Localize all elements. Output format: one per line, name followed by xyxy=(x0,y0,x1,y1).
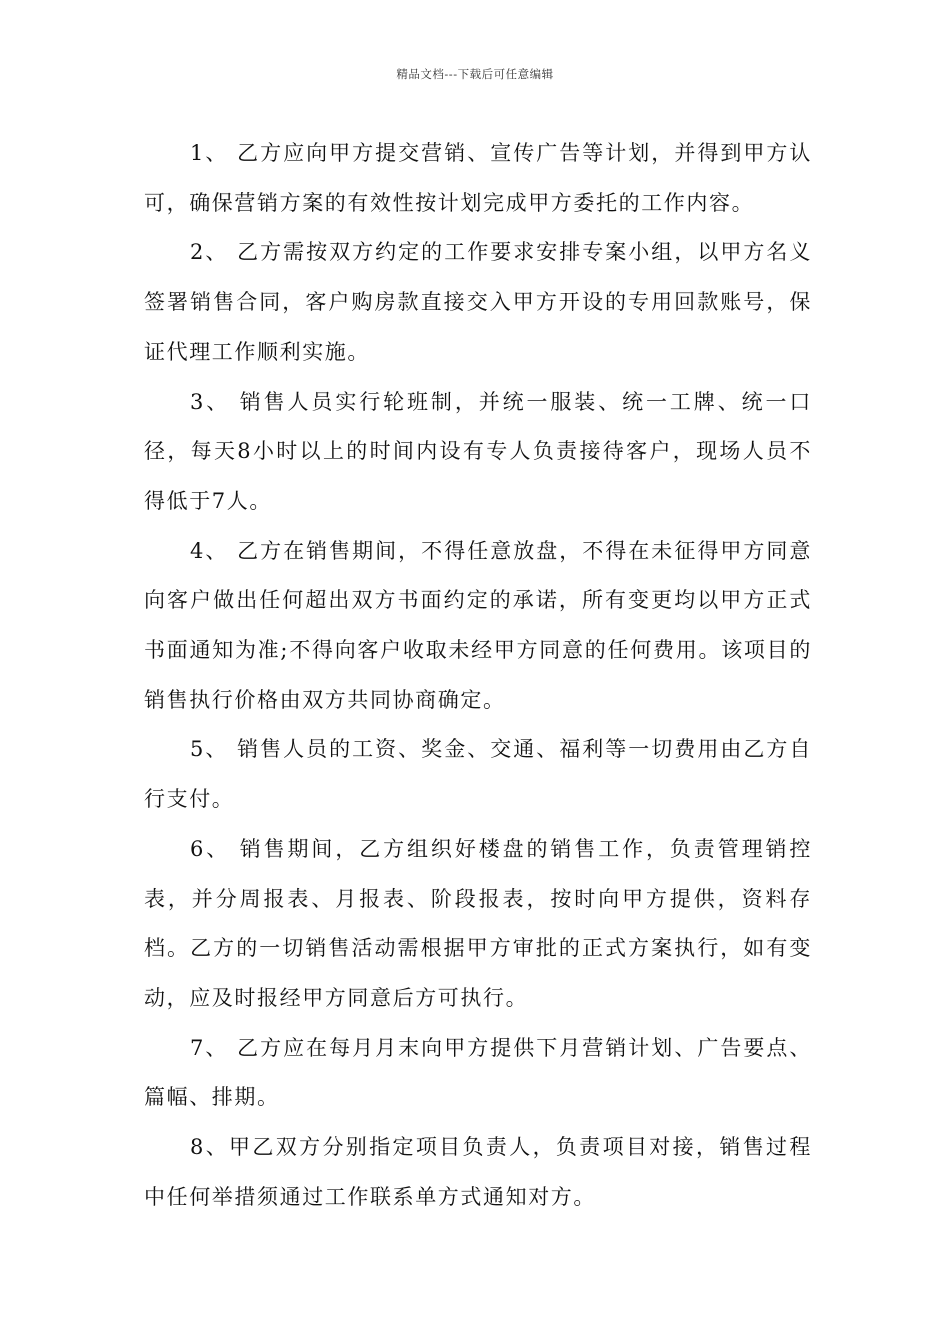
clause-6: 6、 销售期间，乙方组织好楼盘的销售工作，负责管理销控表，并分周报表、月报表、阶段报表，按时向甲方提供，资料存档。乙方的一切销售活动需根据甲方审批的正式方案执行，如有变动，应及时报经甲方同意后方可执行。 xyxy=(144,836,812,1010)
clause-1: 1、 乙方应向甲方提交营销、宣传广告等计划，并得到甲方认可，确保营销方案的有效性按计划完成甲方委托的工作内容。 xyxy=(144,141,812,215)
page-header: 精品文档---下载后可任意编辑 xyxy=(396,67,554,81)
clause-2: 2、 乙方需按双方约定的工作要求安排专案小组，以甲方名义签署销售合同，客户购房款直接交入甲方开设的专用回款账号，保证代理工作顺利实施。 xyxy=(144,240,812,364)
clause-3: 3、 销售人员实行轮班制，并统一服装、统一工牌、统一口径，每天8小时以上的时间内设有专人负责接待客户，现场人员不得低于7人。 xyxy=(144,389,812,513)
clause-8: 8、甲乙双方分别指定项目负责人，负责项目对接，销售过程中任何举措须通过工作联系单方式通知对方。 xyxy=(144,1135,812,1209)
clause-4: 4、 乙方在销售期间，不得任意放盘，不得在未征得甲方同意向客户做出任何超出双方书面约定的承诺，所有变更均以甲方正式书面通知为准;不得向客户收取未经甲方同意的任何费用。该项目的销售执行价格由双方共同协商确定。 xyxy=(144,538,812,712)
clause-7: 7、 乙方应在每月月末向甲方提供下月营销计划、广告要点、篇幅、排期。 xyxy=(144,1035,812,1110)
document-body xyxy=(144,129,812,1222)
clause-5: 5、 销售人员的工资、奖金、交通、福利等一切费用由乙方自行支付。 xyxy=(144,737,812,812)
